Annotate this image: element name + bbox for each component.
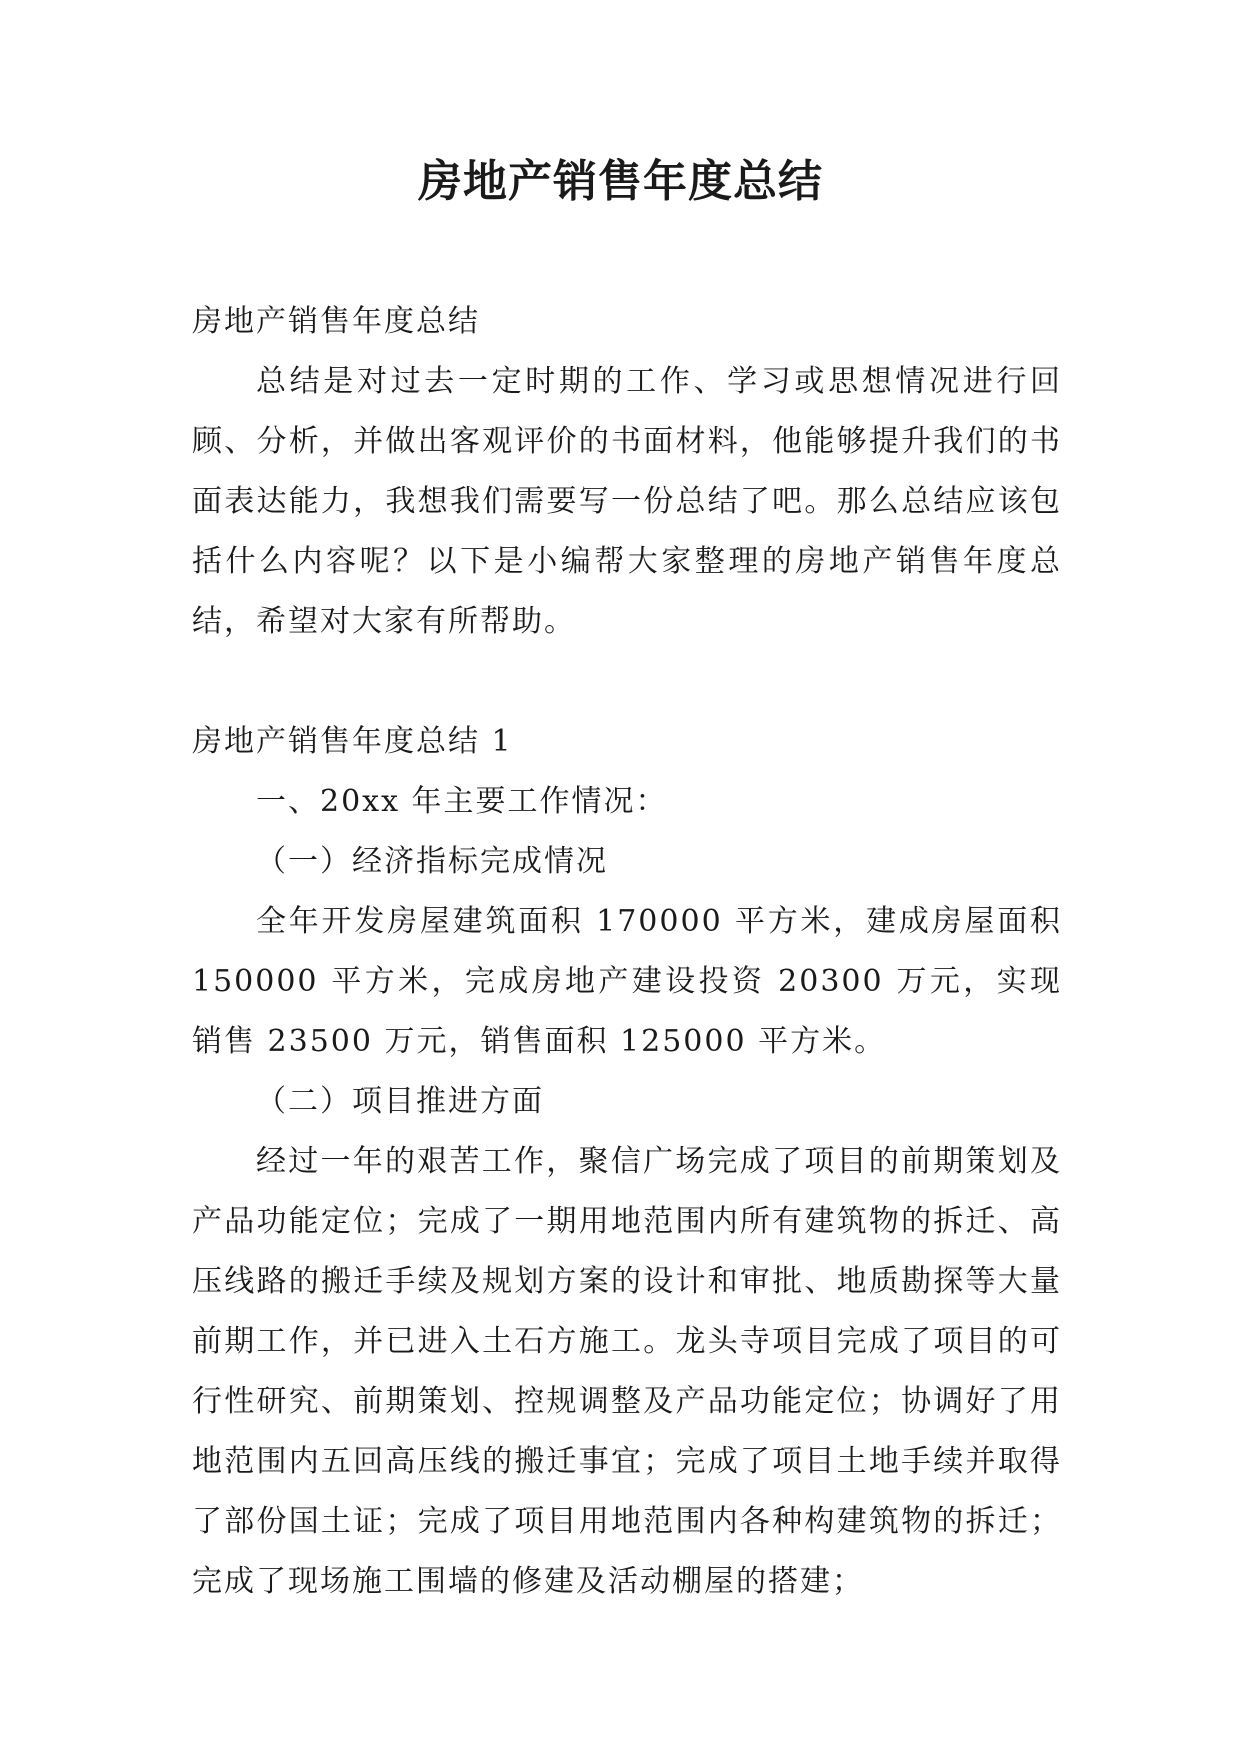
paragraph-spacer bbox=[192, 652, 1062, 712]
subheading-economic-indicators: （一）经济指标完成情况 bbox=[256, 844, 608, 879]
intro-paragraph: 总结是对过去一定时期的工作、学习或思想情况进行回顾、分析，并做出客观评价的书面材料，他能够提升我们的书面表达能力，我想我们需要写一份总结了吧。那么总结应该包括什么内容呢？以下是小编帮大家整理的房地产销售年度总结，希望对大家有所帮助。 bbox=[192, 364, 1062, 639]
subheading-main-work: 一、20xx 年主要工作情况： bbox=[256, 784, 668, 819]
subheading-project-progress: （二）项目推进方面 bbox=[256, 1084, 544, 1119]
section-heading-intro: 房地产销售年度总结 bbox=[192, 304, 480, 339]
economic-indicators-paragraph: 全年开发房屋建筑面积 170000 平方米，建成房屋面积 150000 平方米，完成房地产建设投资 20300 万元，实现销售 23500 万元，销售面积 125000 平方米。 bbox=[192, 904, 1062, 1059]
document-body bbox=[192, 292, 1062, 1612]
section-heading-1: 房地产销售年度总结 1 bbox=[192, 724, 513, 759]
document-title: 房地产销售年度总结 bbox=[418, 156, 823, 207]
project-progress-paragraph: 经过一年的艰苦工作，聚信广场完成了项目的前期策划及产品功能定位；完成了一期用地范围内所有建筑物的拆迁、高压线路的搬迁手续及规划方案的设计和审批、地质勘探等大量前期工作，并已进入土石方施工。龙头寺项目完成了项目的可行性研究、前期策划、控规调整及产品功能定位；协调好了用地范围内五回高压线的搬迁事宜；完成了项目土地手续并取得了部份国土证；完成了项目用地范围内各种构建筑物的拆迁；完成了现场施工围墙的修建及活动棚屋的搭建； bbox=[192, 1144, 1062, 1599]
